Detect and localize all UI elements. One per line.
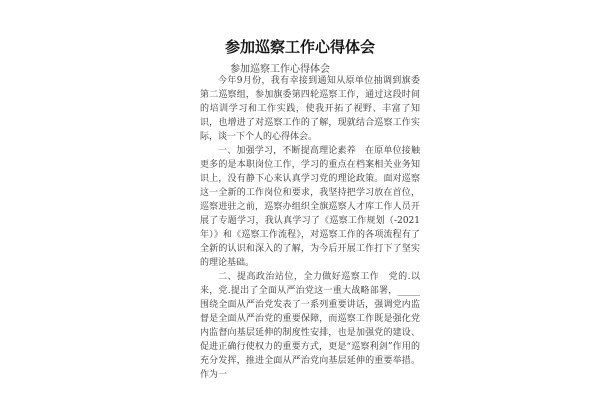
document-title: 参加巡察工作心得体会 <box>224 38 375 56</box>
document-subtitle: 参加巡察工作心得体会 <box>230 64 330 75</box>
paragraph-section-2: 二、提高政治站位，全力做好巡察工作 党的.以来，党.提出了全面从严治党这一重大战略部署，_____围绕全面从严治党发表了一系列重要讲话，强调党内监督是全面从严治党的重要保障，而巡察工作既是强化党内监督向基层延伸的制度性安排，也是加强党的建设、促进正确行使权力的重要方式，更是“巡察利剑”作用的充分发挥，推进全面从严治党向基层延伸的重要举措。作为一 <box>200 272 420 380</box>
document-body <box>200 74 430 382</box>
paragraph-section-1: 一、加强学习，不断提高理论素养 在原单位接触更多的是本职岗位工作，学习的重点在档案相关业务知识上，没有静下心来认真学习党的理论政策。面对巡察这一全新的工作岗位和要求，我坚持把学习放在首位，巡察进驻之前，巡察办组织全旗巡察人才库工作人员开展了专题学习，我认真学习了《巡察工作规划（-2021 年）》和《巡察工作流程》，对巡察工作的各项流程有了全新的认识和深入的了解，为今后开展工作打下了坚实的理论基础。 <box>200 146 430 268</box>
paragraph-intro: 今年9月份，我有幸接到通知从原单位抽调到旗委第二巡察组，参加旗委第四轮巡察工作，通过这段时间的培训学习和工作实践，使我开拓了视野、丰富了知识，也增进了对巡察工作的了解，现就结合巡察工作实际，谈一下个人的心得体会。 <box>200 76 420 142</box>
